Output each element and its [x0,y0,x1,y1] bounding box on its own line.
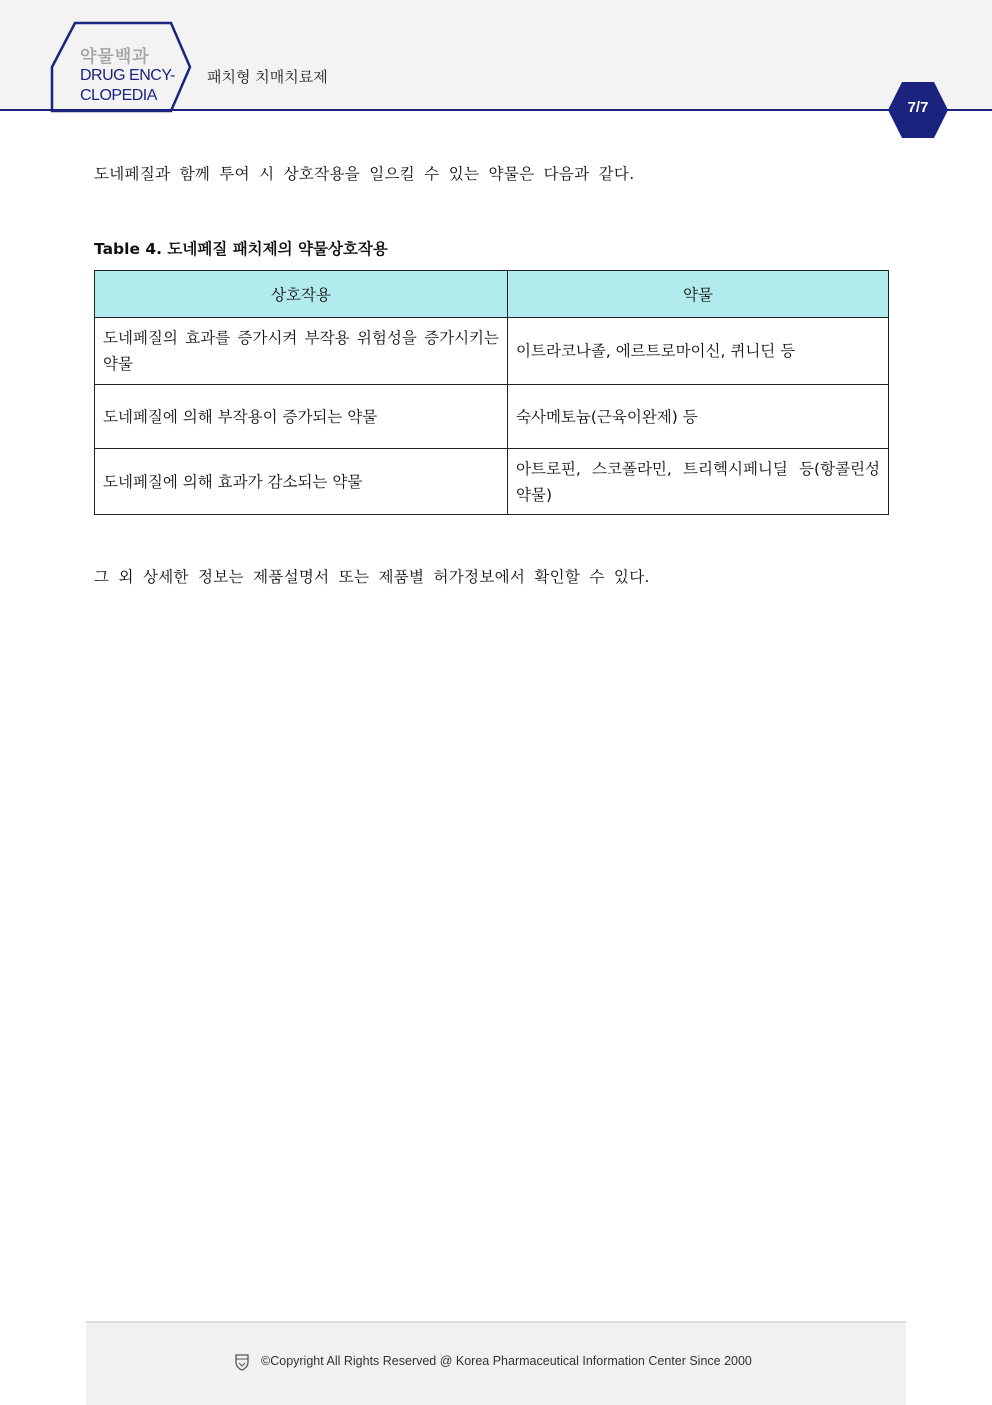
logo-english-text [80,66,180,106]
table-cell-interaction: 도네페질에 의해 부작용이 증가되는 약물 [95,385,508,449]
table-row [95,318,889,385]
closing-paragraph: 그 외 상세한 정보는 제품설명서 또는 제품별 허가정보에서 확인할 수 있다. [94,568,650,586]
table-header-row [95,271,889,318]
table-cell-interaction: 도네페질에 의해 효과가 감소되는 약물 [95,449,508,515]
column-header-drug: 약물 [508,271,889,318]
logo-english-line1: DRUG ENCY- [80,67,175,84]
page-indicator: 7/7 [907,99,929,116]
table-row [95,449,889,515]
table-cell-drug: 이트라코나졸, 에르트로마이신, 퀴니딘 등 [508,318,889,385]
copyright-text: ©Copyright All Rights Reserved @ Korea Pharmaceutical Information Center Since 2000 [261,1354,752,1368]
table-cell-drug: 숙사메토늄(근육이완제) 등 [508,385,889,449]
document-title: 패치형 치매치료제 [207,68,328,86]
intro-paragraph: 도네페질과 함께 투여 시 상호작용을 일으킬 수 있는 약물은 다음과 같다. [94,165,635,183]
table-cell-interaction: 도네페질의 효과를 증가시켜 부작용 위험성을 증가시키는 약물 [95,318,508,385]
table-row [95,385,889,449]
shield-crest-icon [234,1353,250,1371]
logo-korean-text: 약물백과 [80,47,150,67]
table-caption: Table 4. 도네페질 패치제의 약물상호작용 [94,240,388,258]
table-cell-drug: 아트로핀, 스코폴라민, 트리헥시페니딜 등(항콜린성 약물) [508,449,889,515]
interaction-table [94,270,889,515]
column-header-interaction: 상호작용 [95,271,508,318]
logo-english-line2: CLOPEDIA [80,87,157,104]
